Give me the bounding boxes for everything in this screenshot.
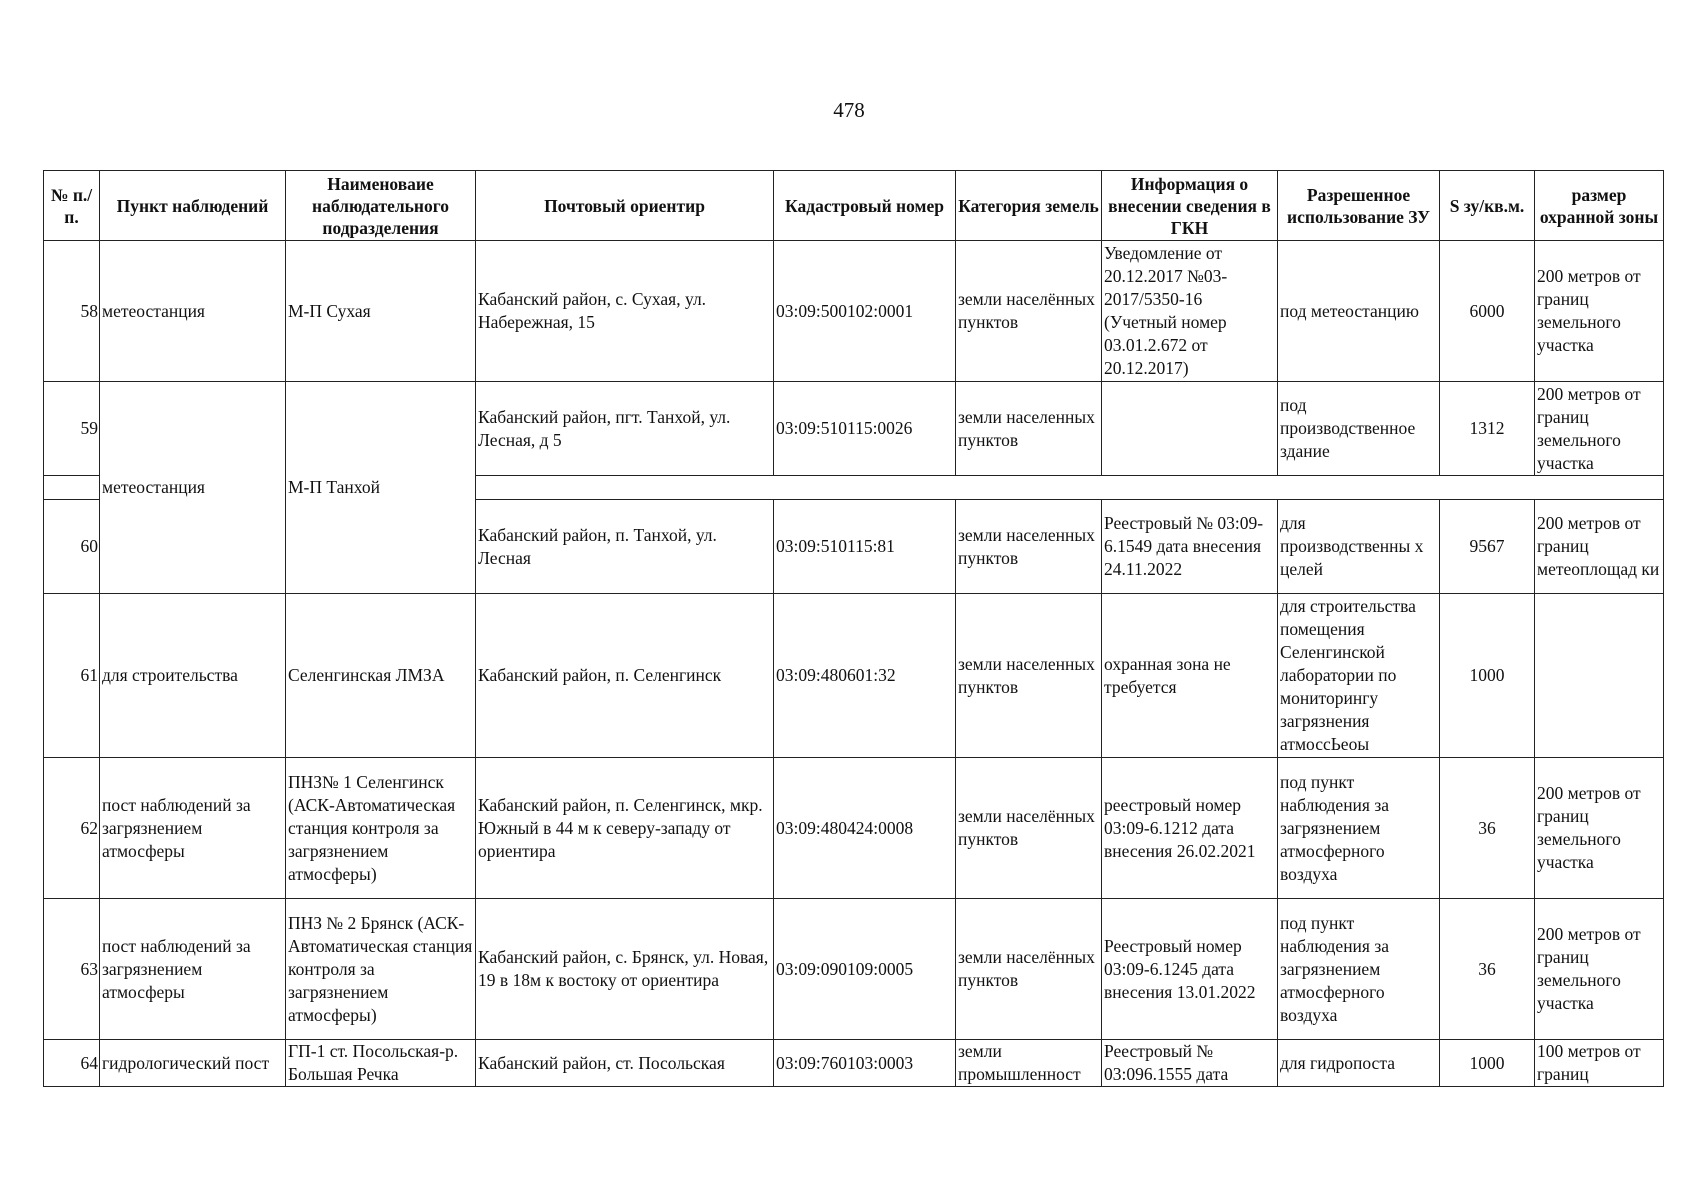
cell-cadastral: 03:09:510115:0026 bbox=[774, 382, 956, 476]
cell-category: земли населенных пунктов bbox=[956, 500, 1102, 594]
cell-usage: под пункт наблюдения за загрязнением атмосферного воздуха bbox=[1278, 899, 1440, 1040]
cell-usage: под пункт наблюдения за загрязнением атмосферного воздуха bbox=[1278, 758, 1440, 899]
cell-zone: 200 метров от границ метеоплощад ки bbox=[1535, 500, 1664, 594]
table-row bbox=[44, 382, 1664, 476]
cell-num: 63 bbox=[44, 899, 100, 1040]
cell-usage: под производственное здание bbox=[1278, 382, 1440, 476]
cell-area: 1312 bbox=[1440, 382, 1535, 476]
cell-cadastral: 03:09:480601:32 bbox=[774, 594, 956, 758]
cell-zone: 200 метров от границ земельного участка bbox=[1535, 899, 1664, 1040]
cell-area: 1000 bbox=[1440, 594, 1535, 758]
table-row bbox=[44, 241, 1664, 382]
cell-zone: 200 метров от границ земельного участка bbox=[1535, 241, 1664, 382]
cell-category: земли промышленност bbox=[956, 1040, 1102, 1087]
cell-gkn: Уведомление от 20.12.2017 №03-2017/5350-16 (Учетный номер 03.01.2.672 от 20.12.2017) bbox=[1102, 241, 1278, 382]
cell-gkn: Реестровый номер 03:09-6.1245 дата внесения 13.01.2022 bbox=[1102, 899, 1278, 1040]
cell-num: 59 bbox=[44, 382, 100, 476]
cell-cadastral: 03:09:480424:0008 bbox=[774, 758, 956, 899]
header-num: № п./п. bbox=[44, 171, 100, 241]
cell-empty-span bbox=[476, 476, 1664, 500]
cell-usage: для производственны х целей bbox=[1278, 500, 1440, 594]
cell-num-empty bbox=[44, 476, 100, 500]
cell-category: земли населённых пунктов bbox=[956, 241, 1102, 382]
cell-category: земли населённых пунктов bbox=[956, 899, 1102, 1040]
table-row bbox=[44, 758, 1664, 899]
cell-num: 61 bbox=[44, 594, 100, 758]
cell-num: 58 bbox=[44, 241, 100, 382]
table-header-row bbox=[44, 171, 1664, 241]
cell-point: гидрологический пост bbox=[100, 1040, 286, 1087]
cell-area: 36 bbox=[1440, 899, 1535, 1040]
cell-address: Кабанский район, пгт. Танхой, ул. Лесная, д 5 bbox=[476, 382, 774, 476]
cell-gkn bbox=[1102, 382, 1278, 476]
cell-category: земли населённых пунктов bbox=[956, 758, 1102, 899]
cell-cadastral: 03:09:760103:0003 bbox=[774, 1040, 956, 1087]
header-category: Категория земель bbox=[956, 171, 1102, 241]
cell-point: пост наблюдений за загрязнением атмосферы bbox=[100, 899, 286, 1040]
table-row bbox=[44, 1040, 1664, 1087]
cell-num: 64 bbox=[44, 1040, 100, 1087]
cell-address: Кабанский район, п. Селенгинск bbox=[476, 594, 774, 758]
cell-gkn: Реестровый № 03:09-6.1549 дата внесения 24.11.2022 bbox=[1102, 500, 1278, 594]
cell-unit: ПНЗ № 2 Брянск (АСК-Автоматическая станция контроля за загрязнением атмосферы) bbox=[286, 899, 476, 1040]
header-unit: Наименоваие наблюдательного подразделения bbox=[286, 171, 476, 241]
cell-usage: под метеостанцию bbox=[1278, 241, 1440, 382]
cell-address: Кабанский район, с. Брянск, ул. Новая, 19 в 18м к востоку от ориентира bbox=[476, 899, 774, 1040]
observation-points-table bbox=[43, 170, 1664, 1087]
cell-point: для строительства bbox=[100, 594, 286, 758]
cell-gkn: Реестровый № 03:096.1555 дата bbox=[1102, 1040, 1278, 1087]
cell-cadastral: 03:09:510115:81 bbox=[774, 500, 956, 594]
cell-unit: Селенгинская ЛМЗА bbox=[286, 594, 476, 758]
header-usage: Разрешенное использование ЗУ bbox=[1278, 171, 1440, 241]
header-point: Пункт наблюдений bbox=[100, 171, 286, 241]
cell-cadastral: 03:09:090109:0005 bbox=[774, 899, 956, 1040]
page-number: 478 bbox=[833, 98, 865, 122]
header-zone: размер охранной зоны bbox=[1535, 171, 1664, 241]
cell-zone: 200 метров от границ земельного участка bbox=[1535, 382, 1664, 476]
table-row bbox=[44, 899, 1664, 1040]
header-gkn: Информация о внесении сведения в ГКН bbox=[1102, 171, 1278, 241]
header-area: S зу/кв.м. bbox=[1440, 171, 1535, 241]
cell-point: метеостанция bbox=[100, 382, 286, 594]
cell-category: земли населенных пунктов bbox=[956, 594, 1102, 758]
header-cadastral: Кадастровый номер bbox=[774, 171, 956, 241]
cell-category: земли населенных пунктов bbox=[956, 382, 1102, 476]
cell-address: Кабанский район, с. Сухая, ул. Набережная, 15 bbox=[476, 241, 774, 382]
cell-point: пост наблюдений за загрязнением атмосферы bbox=[100, 758, 286, 899]
cell-area: 9567 bbox=[1440, 500, 1535, 594]
cell-num: 62 bbox=[44, 758, 100, 899]
cell-unit: М-П Танхой bbox=[286, 382, 476, 594]
cell-address: Кабанский район, п. Селенгинск, мкр. Южный в 44 м к северу-западу от ориентира bbox=[476, 758, 774, 899]
cell-zone: 200 метров от границ земельного участка bbox=[1535, 758, 1664, 899]
cell-address: Кабанский район, п. Танхой, ул. Лесная bbox=[476, 500, 774, 594]
cell-area: 36 bbox=[1440, 758, 1535, 899]
cell-point: метеостанция bbox=[100, 241, 286, 382]
cell-address: Кабанский район, ст. Посольская bbox=[476, 1040, 774, 1087]
cell-gkn: реестровый номер 03:09-6.1212 дата внесения 26.02.2021 bbox=[1102, 758, 1278, 899]
cell-usage: для строительства помещения Селенгинской лаборатории по мониторингу загрязнения атмоссЬеоы bbox=[1278, 594, 1440, 758]
cell-unit: ГП-1 ст. Посольская-р. Большая Речка bbox=[286, 1040, 476, 1087]
cell-area: 1000 bbox=[1440, 1040, 1535, 1087]
cell-usage: для гидропоста bbox=[1278, 1040, 1440, 1087]
cell-num: 60 bbox=[44, 500, 100, 594]
cell-unit: М-П Сухая bbox=[286, 241, 476, 382]
cell-unit: ПНЗ№ 1 Селенгинск (АСК-Автоматическая станция контроля за загрязнением атмосферы) bbox=[286, 758, 476, 899]
cell-zone bbox=[1535, 594, 1664, 758]
cell-area: 6000 bbox=[1440, 241, 1535, 382]
header-address: Почтовый ориентир bbox=[476, 171, 774, 241]
cell-gkn: охранная зона не требуется bbox=[1102, 594, 1278, 758]
cell-cadastral: 03:09:500102:0001 bbox=[774, 241, 956, 382]
table-row bbox=[44, 594, 1664, 758]
cell-zone: 100 метров от границ bbox=[1535, 1040, 1664, 1087]
